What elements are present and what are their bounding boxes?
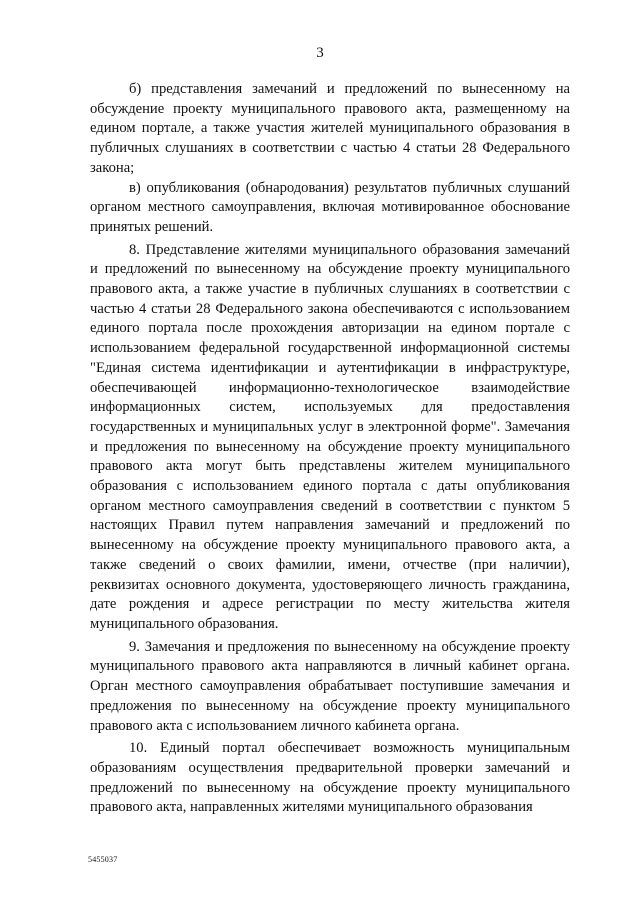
document-body [90,80,570,818]
paragraph-10: 10. Единый портал обеспечивает возможность муниципальным образованиям осуществления предварительной проверки замечаний и предложений по вынесенному на обсуждение проекту муниципального правового акта, направленных жителями муниципального образования [90,740,570,816]
paragraph-8: 8. Представление жителями муниципального образования замечаний и предложений по вынесенному на обсуждение проекту муниципального правового акта, а также участие в публичных слушаниях в соответствии с частью 4 статьи 28 Федерального закона обеспечиваются с использованием единого портала после прохождения авторизации на едином портале с использованием федеральной государственной информационной системы "Единая система идентификации и аутентификации в инфраструктуре, обеспечивающей информационно-технологическое взаимодействие информационных систем, используемых для предоставления государственных и муниципальных услуг в электронной форме". Замечания и предложения по вынесенному на обсуждение проекту муниципального правового акта могут быть представлены жителем муниципального образования с использованием единого портала с даты опубликования органом местного самоуправления сведений в соответствии с пунктом 5 настоящих Правил путем направления замечаний и предложений по вынесенному на обсуждение проекту муниципального правового акта, а также сведений о своих фамилии, имени, отчестве (при наличии), реквизитах основного документа, удостоверяющего личность гражданина, дате рождения и адресе регистрации по месту жительства жителя муниципального образования. [90,241,570,632]
document-code: 5455037 [88,855,118,864]
paragraph-9: 9. Замечания и предложения по вынесенному на обсуждение проекту муниципального правового акта направляются в личный кабинет органа. Орган местного самоуправления обрабатывает поступившие замечания и предложения по вынесенному на обсуждение проекту муниципального правового акта с использованием личного кабинета органа. [90,638,570,734]
paragraph-7b: б) представления замечаний и предложений по вынесенному на обсуждение проекту муниципального правового акта, размещенному на едином портале, а также участия жителей муниципального образования в публичных слушаниях в соответствии с частью 4 статьи 28 Федерального закона; [90,81,570,176]
page-number: 3 [316,45,324,61]
paragraph-7c: в) опубликования (обнародования) результатов публичных слушаний органом местного самоуправления, включая мотивированное обоснование принятых решений. [90,179,570,235]
